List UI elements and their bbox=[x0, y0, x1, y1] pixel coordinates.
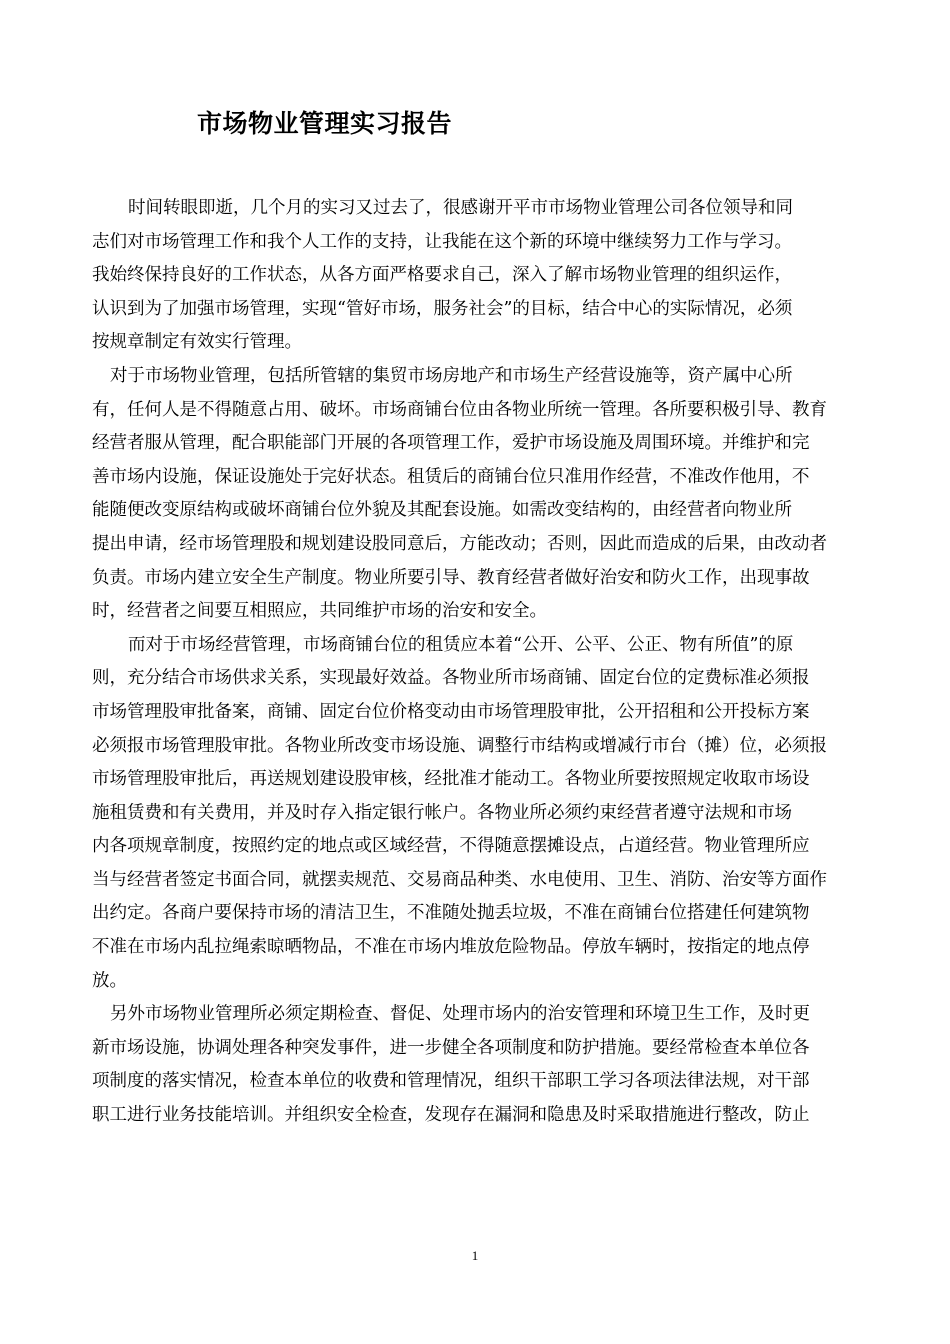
paragraph bbox=[92, 360, 862, 629]
paragraph-line: 当与经营者签定书面合同，就摆卖规范、交易商品种类、水电使用、卫生、消防、治安等方面作 bbox=[92, 869, 827, 890]
paragraph-line: 新市场设施，协调处理各种突发事件，进一步健全各项制度和防护措施。要经常检查本单位各 bbox=[92, 1037, 810, 1058]
paragraph-line: 时间转眼即逝，几个月的实习又过去了，很感谢开平市市场物业管理公司各位领导和同 bbox=[128, 198, 793, 218]
paragraph-line: 能随便改变原结构或破坏商铺台位外貌及其配套设施。如需改变结构的，由经营者向物业所 bbox=[92, 500, 792, 521]
paragraph-line: 放。 bbox=[92, 970, 127, 991]
paragraph-line: 提出申请，经市场管理股和规划建设股同意后，方能改动；否则，因此而造成的后果，由改动者 bbox=[92, 533, 827, 554]
paragraph-line: 认识到为了加强市场管理，实现“管好市场，服务社会”的目标，结合中心的实际情况，必须 bbox=[92, 298, 793, 319]
paragraph-line: 对于市场物业管理，包括所管辖的集贸市场房地产和市场生产经营设施等，资产属中心所 bbox=[110, 365, 793, 386]
paragraph-line: 我始终保持良好的工作状态，从各方面严格要求自己，深入了解市场物业管理的组织运作， bbox=[92, 265, 792, 286]
paragraph-line: 施租赁费和有关费用，并及时存入指定银行帐户。各物业所必须约束经营者遵守法规和市场 bbox=[92, 802, 792, 823]
paragraph-line: 出约定。各商户要保持市场的清洁卫生，不准随处抛丢垃圾，不准在商铺台位搭建任何建筑物 bbox=[92, 903, 810, 924]
document-body bbox=[92, 192, 862, 1133]
paragraph-line: 职工进行业务技能培训。并组织安全检查，发现存在漏洞和隐患及时采取措施进行整改，防止 bbox=[92, 1105, 810, 1126]
paragraph-line: 必须报市场管理股审批。各物业所改变市场设施、调整行市结构或增减行市台（摊）位，必须报 bbox=[92, 735, 827, 756]
paragraph-line: 则，充分结合市场供求关系，实现最好效益。各物业所市场商铺、固定台位的定费标准必须报 bbox=[92, 668, 810, 689]
paragraph-line: 另外市场物业管理所必须定期检查、督促、处理市场内的治安管理和环境卫生工作，及时更 bbox=[110, 1004, 810, 1025]
paragraph-line: 内各项规章制度，按照约定的地点或区域经营，不得随意摆摊设点，占道经营。物业管理所应 bbox=[92, 836, 810, 857]
paragraph-line: 不准在市场内乱拉绳索晾晒物品，不准在市场内堆放危险物品。停放车辆时，按指定的地点停 bbox=[92, 937, 810, 958]
paragraph-line: 市场管理股审批备案，商铺、固定台位价格变动由市场管理股审批，公开招租和公开投标方案 bbox=[92, 701, 810, 722]
paragraph-line: 善市场内设施，保证设施处于完好状态。租赁后的商铺台位只准用作经营，不准改作他用，不 bbox=[92, 466, 810, 487]
page-number: 1 bbox=[471, 1248, 479, 1263]
paragraph bbox=[92, 998, 862, 1132]
paragraph-line: 时，经营者之间要互相照应，共同维护市场的治安和安全。 bbox=[92, 601, 547, 622]
paragraph-line: 志们对市场管理工作和我个人工作的支持，让我能在这个新的环境中继续努力工作与学习。 bbox=[92, 231, 792, 252]
paragraph-line: 项制度的落实情况，检查本单位的收费和管理情况，组织干部职工学习各项法律法规，对干部 bbox=[92, 1071, 810, 1092]
paragraph-line: 市场管理股审批后，再送规划建设股审核，经批准才能动工。各物业所要按照规定收取市场设 bbox=[92, 769, 810, 790]
document-title: 市场物业管理实习报告 bbox=[197, 109, 453, 138]
paragraph-line: 负责。市场内建立安全生产制度。物业所要引导、教育经营者做好治安和防火工作，出现事故 bbox=[92, 567, 810, 588]
paragraph-line: 按规章制定有效实行管理。 bbox=[92, 332, 302, 353]
paragraph-line: 经营者服从管理，配合职能部门开展的各项管理工作，爱护市场设施及周围环境。并维护和完 bbox=[92, 433, 810, 454]
paragraph bbox=[92, 192, 862, 360]
paragraph bbox=[92, 629, 862, 999]
paragraph-line: 有，任何人是不得随意占用、破坏。市场商铺台位由各物业所统一管理。各所要积极引导、教育 bbox=[92, 399, 827, 420]
paragraph-line: 而对于市场经营管理，市场商铺台位的租赁应本着“公开、公平、公正、物有所值”的原 bbox=[128, 634, 794, 655]
